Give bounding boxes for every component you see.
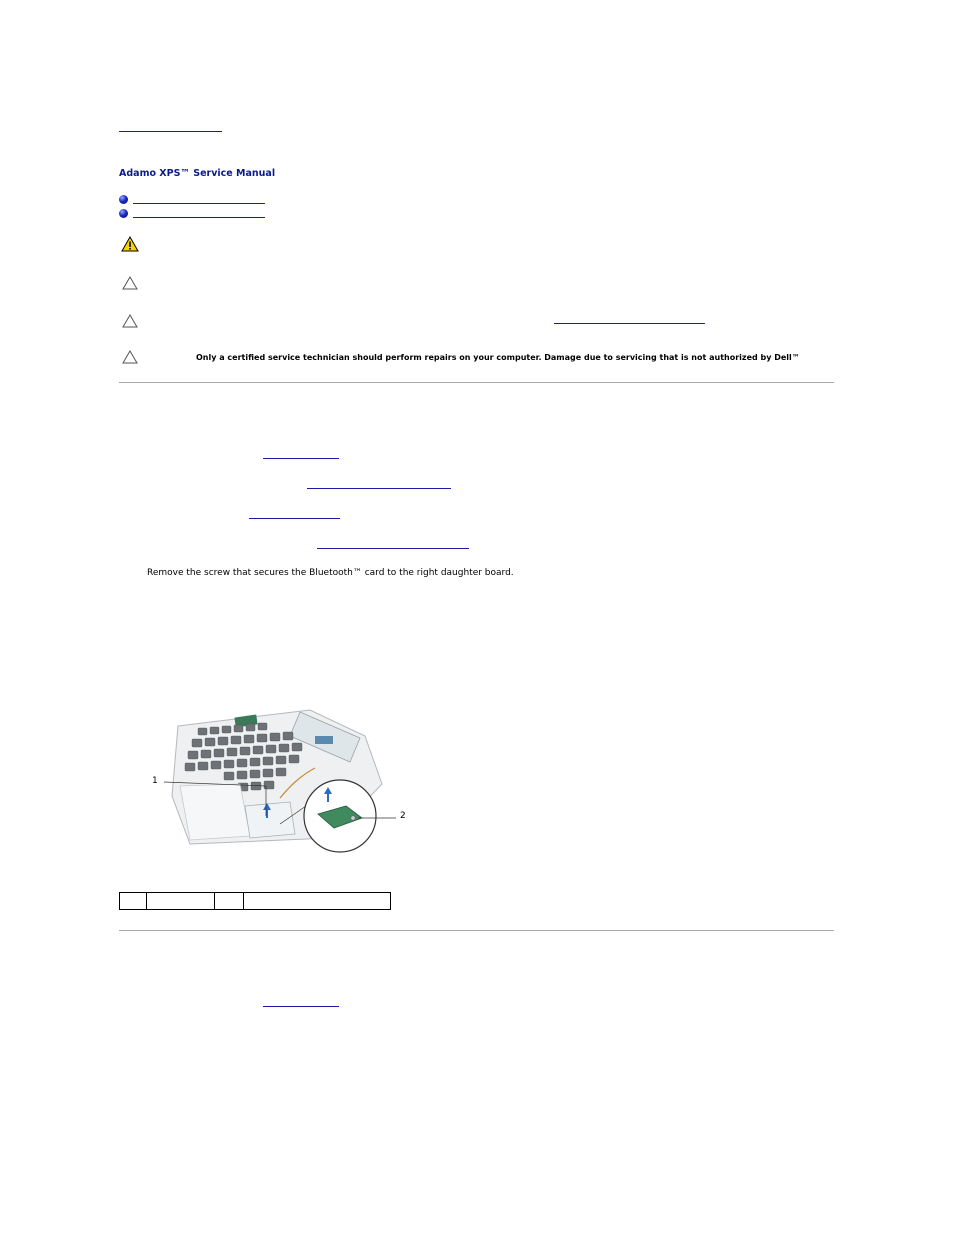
table-row [120,893,391,910]
procedure-link-1[interactable] [263,458,339,459]
warning-icon [121,236,139,252]
section-divider [119,930,834,931]
section-divider [119,382,834,383]
step-text: Remove the screw that secures the Bluetooth™ card to the right daughter board. [147,568,514,578]
laptop-illustration [150,706,410,856]
toc-link-1[interactable] [133,203,265,204]
caution-icon [122,314,138,328]
caution-link[interactable] [554,323,705,324]
procedure-link-5[interactable] [263,1006,339,1007]
procedure-link-4[interactable] [317,548,469,549]
bluetooth-card-figure [150,706,410,856]
caution-icon [122,350,138,364]
procedure-link-3[interactable] [249,518,340,519]
top-link[interactable] [119,131,222,132]
table-cell [244,893,391,910]
callout-label-2: 2 [400,811,406,821]
callout-table [119,892,391,910]
bullet-icon [119,209,128,218]
toc-link-2[interactable] [133,217,265,218]
procedure-link-2[interactable] [307,488,451,489]
caution-icon [122,276,138,290]
callout-label-1: 1 [152,776,158,786]
table-cell [120,893,147,910]
bullet-icon [119,195,128,204]
table-cell [147,893,215,910]
certified-warning-text: Only a certified service technician should perform repairs on your computer. Damage due to servicing that is not authorized by Dell™ [196,353,800,362]
manual-title: Adamo XPS™ Service Manual [119,168,276,179]
table-cell [215,893,244,910]
